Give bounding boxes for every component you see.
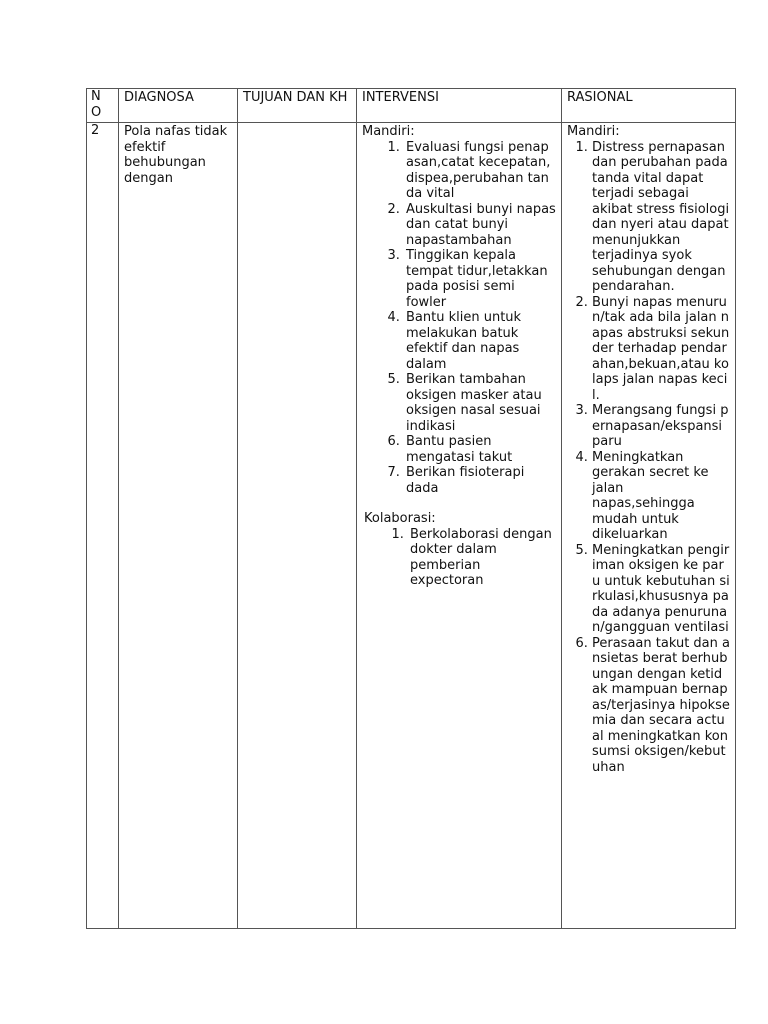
header-no: N O bbox=[87, 89, 119, 123]
list-item: 4. Meningkatkan gerakan secret ke jalan napas,sehingga mudah untuk dikeluarkan bbox=[592, 450, 730, 543]
list-item: 6. Perasaan takut dan ansietas berat berhubungan dengan ketidak mampuan bernapas/terjasinya hipoksemia dan secara actual meningkatkan konsumsi oksigen/kebutuhan bbox=[592, 636, 730, 776]
intervensi-mandiri-list bbox=[362, 140, 556, 497]
list-item: 7. Berikan fisioterapi dada bbox=[404, 465, 556, 496]
list-item: 2. Auskultasi bunyi napas dan catat bunyi napastambahan bbox=[404, 202, 556, 249]
rasional-cell bbox=[562, 123, 736, 929]
diagnosa-cell: Pola nafas tidak efektif behubungan dengan bbox=[119, 123, 238, 929]
intervensi-cell bbox=[357, 123, 562, 929]
nursing-care-plan-table bbox=[86, 88, 736, 929]
row-number: 2 bbox=[87, 123, 119, 929]
intervensi-kolaborasi-label: Kolaborasi: bbox=[364, 511, 436, 526]
list-item: 1. Evaluasi fungsi penapasan,catat kecepatan,dispea,perubahan tanda vital bbox=[404, 140, 556, 202]
header-tujuan: TUJUAN DAN KH bbox=[238, 89, 357, 123]
list-item: 3. Merangsang fungsi pernapasan/ekspansi paru bbox=[592, 403, 730, 450]
table-header-row bbox=[87, 89, 736, 123]
list-item: 1. Berkolaborasi dengan dokter dalam pemberian expectoran bbox=[408, 527, 556, 589]
rasional-list bbox=[567, 140, 730, 776]
header-rasional: RASIONAL bbox=[562, 89, 736, 123]
list-item: 5. Berikan tambahan oksigen masker atau oksigen nasal sesuai indikasi bbox=[404, 372, 556, 434]
header-diagnosa: DIAGNOSA bbox=[119, 89, 238, 123]
intervensi-kolaborasi-list bbox=[362, 527, 556, 589]
list-item: 6. Bantu pasien mengatasi takut bbox=[404, 434, 556, 465]
header-intervensi: INTERVENSI bbox=[357, 89, 562, 123]
rasional-mandiri-label: Mandiri: bbox=[567, 124, 620, 139]
list-item: 4. Bantu klien untuk melakukan batuk efektif dan napas dalam bbox=[404, 310, 556, 372]
table-row bbox=[87, 123, 736, 929]
intervensi-mandiri-label: Mandiri: bbox=[362, 124, 415, 139]
list-item: 2. Bunyi napas menurun/tak ada bila jalan napas abstruksi sekunder terhadap pendarahan,bekuan,atau kolaps jalan napas kecil. bbox=[592, 295, 730, 404]
list-item: 1. Distress pernapasan dan perubahan pada tanda vital dapat terjadi sebagai akibat stress fisiologi dan nyeri atau dapat menunjukkan terjadinya syok sehubungan dengan pendarahan. bbox=[592, 140, 730, 295]
tujuan-cell bbox=[238, 123, 357, 929]
list-item: 5. Meningkatkan pengiriman oksigen ke paru untuk kebutuhan sirkulasi,khususnya pada adanya penurunan/gangguan ventilasi bbox=[592, 543, 730, 636]
list-item: 3. Tinggikan kepala tempat tidur,letakkan pada posisi semi fowler bbox=[404, 248, 556, 310]
